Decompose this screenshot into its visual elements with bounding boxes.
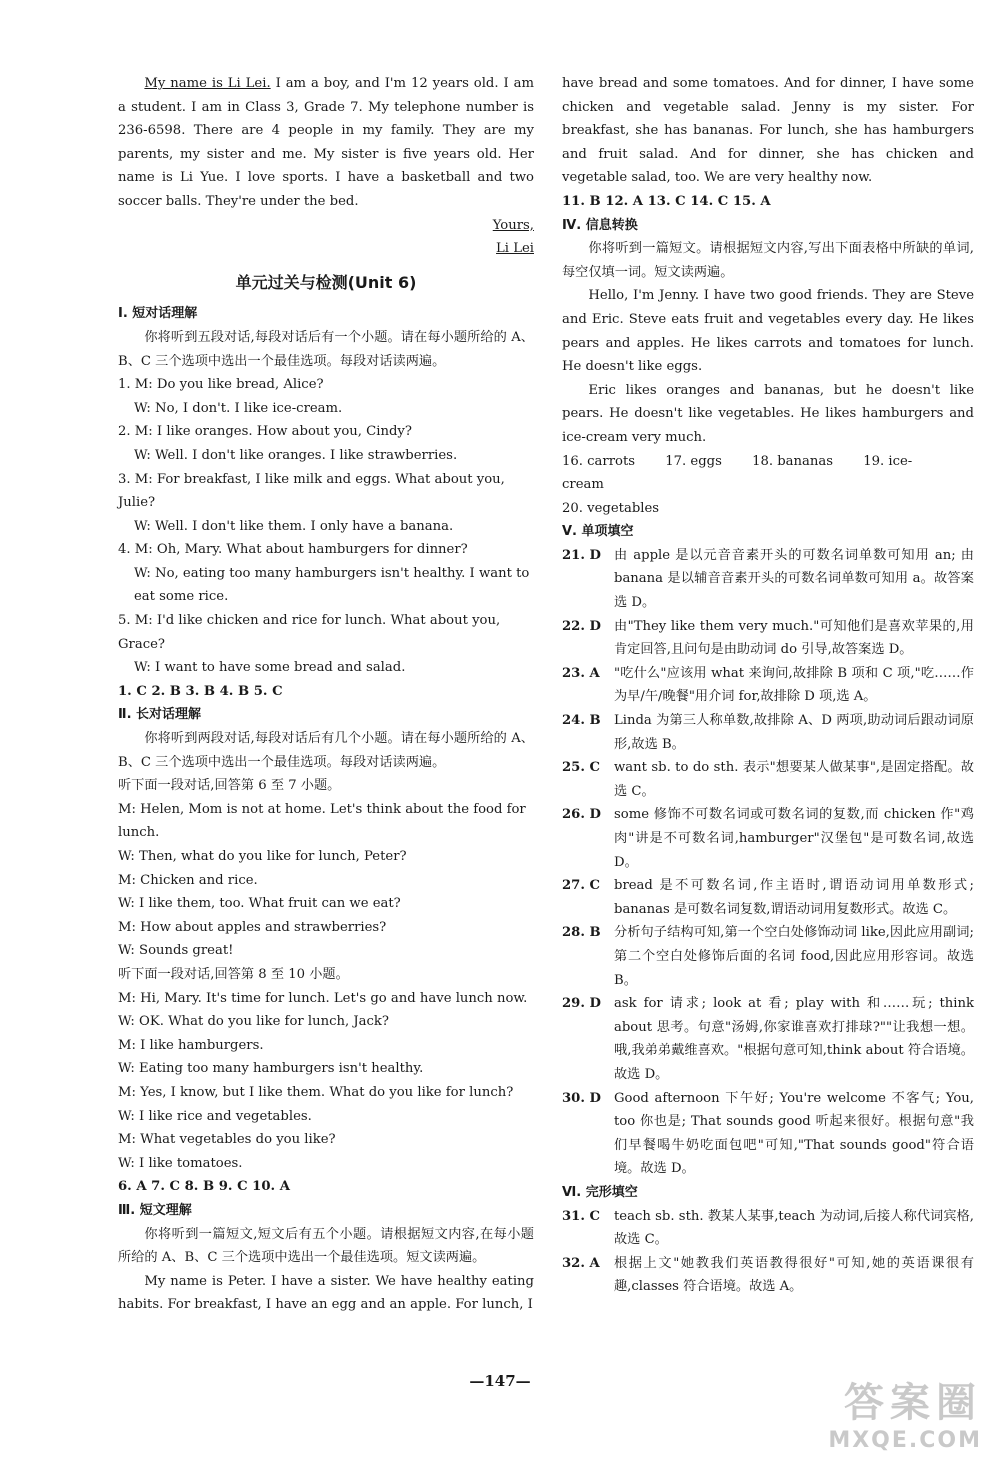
letter-closing: Yours,: [492, 217, 534, 233]
dialog-line: M: What vegetables do you like?: [118, 1132, 336, 1148]
answer-item: 21. D 由 apple 是以元音音素开头的可数名词单数可知用 an; 由 banana 是以辅音音素开头的可数名词单数可知用 a。故答案选 D。: [562, 547, 974, 611]
section-5-items: [562, 544, 974, 1181]
answer-item: 29. D ask for 请求; look at 看; play with 和……玩; think about 思考。句意"汤姆,你家谁喜欢打排球?""让我想一想。哦,我弟弟戴维喜欢。"根据句意可知,think about 符合语境。故选 D。: [562, 996, 974, 1082]
section-2-intro-1: 听下面一段对话,回答第 6 至 7 小题。: [118, 778, 341, 794]
section-1-dialogues: [118, 373, 534, 680]
dialog-line: 2. M: I like oranges. How about you, Cindy?: [118, 424, 412, 440]
letter-signature: Li Lei: [496, 241, 534, 257]
dialog-line: 4. M: Oh, Mary. What about hamburgers for dinner?: [118, 542, 468, 558]
dialog-line: M: How about apples and strawberries?: [118, 919, 387, 935]
dialog-line: W: I like tomatoes.: [118, 1155, 243, 1171]
answer-20: 20. vegetables: [562, 500, 660, 516]
answer-item: 22. D 由"They like them very much."可知他们是喜欢苹果的,用肯定回答,且问句是由助动词 do 引导,故答案选 D。: [562, 618, 974, 658]
section-3-instructions: 你将听到一篇短文,短文后有五个小题。请根据短文内容,在每小题所给的 A、B、C 三个选项中选出一个最佳选项。短文读两遍。: [118, 1226, 534, 1266]
letter-paragraph: [118, 72, 534, 214]
section-4-passage-1: Hello, I'm Jenny. I have two good friends. They are Steve and Eric. Steve eats fruit and vegetables every day. He likes pears and apples. He likes carrots and tomatoes for lunch. He doesn't like eggs.: [562, 288, 974, 375]
answer-item: 24. B Linda 为第三人称单数,故排除 A、D 两项,助动词后跟动词原形,故选 B。: [562, 713, 974, 752]
section-3-passage-start: My name is Peter. I have a sister. We have healthy eating habits. For breakfast, I have an egg and an apple. For lunch, I: [118, 1273, 534, 1313]
dialog-line: W: Sounds great!: [118, 943, 234, 959]
answer-17: 17. eggs: [665, 453, 722, 469]
answer-item: 23. A "吃什么"应该用 what 来询问,故排除 B 项和 C 项,"吃……作为早/午/晚餐"用介词 for,故排除 D 项,选 A。: [562, 665, 974, 705]
section-2-answers: 6. A 7. C 8. B 9. C 10. A: [118, 1179, 290, 1195]
answer-item: 32. A 根据上文"她教我们英语教得很好"可知,她的英语课很有趣,classes 符合语境。故选 A。: [562, 1255, 974, 1295]
dialog-line: M: Chicken and rice.: [118, 872, 258, 888]
watermark-url: MXQE.COM: [828, 1428, 982, 1453]
watermark-logo: [828, 1371, 982, 1453]
section-4-title: Ⅳ. 信息转换: [562, 217, 638, 233]
answer-item: 28. B 分析句子结构可知,第一个空白处修饰动词 like,因此应用副词;第二个空白处修饰后面的名词 food,因此应用形容词。故选 B。: [562, 925, 974, 988]
dialog-line: M: I like hamburgers.: [118, 1037, 264, 1053]
dialog-line: W: Eating too many hamburgers isn't healthy.: [118, 1061, 424, 1077]
section-4-passage-2: Eric likes oranges and bananas, but he doesn't like pears. He doesn't like vegetables. He likes hamburgers and ice-cream very much.: [562, 382, 974, 445]
unit-title: 单元过关与检测(Unit 6): [235, 272, 417, 292]
dialog-line: W: No, I don't. I like ice-cream.: [134, 400, 343, 416]
dialog-line: W: I like rice and vegetables.: [118, 1108, 312, 1124]
section-3-title: Ⅲ. 短文理解: [118, 1202, 192, 1218]
section-6-title: Ⅵ. 完形填空: [562, 1184, 638, 1200]
page-number: —147—: [469, 1372, 531, 1390]
section-2-intro-2: 听下面一段对话,回答第 8 至 10 小题。: [118, 966, 349, 982]
answer-item: 31. C teach sb. sth. 教某人某事,teach 为动词,后接人称代词宾格,故选 C。: [562, 1208, 974, 1248]
letter-body: I am a boy, and I'm 12 years old. I am a student. I am in Class 3, Grade 7. My telephone number is 236-6598. There are 4 people in my family. They are my parents, my sister and me. My sister is five years old. Her name is Li Yue. I love sports. I have a basketball and two soccer balls. They're under the bed.: [118, 76, 534, 209]
dialog-line: W: OK. What do you like for lunch, Jack?: [118, 1014, 389, 1030]
left-column: [118, 72, 534, 1317]
section-4-answers: [562, 450, 974, 497]
answer-item: 26. D some 修饰不可数名词或可数名词的复数,而 chicken 作"鸡肉"讲是不可数名词,hamburger"汉堡包"是可数名词,故选 D。: [562, 807, 974, 870]
section-3-answers: 11. B 12. A 13. C 14. C 15. A: [562, 193, 771, 209]
letter-opening: My name is Li Lei.: [144, 76, 271, 91]
dialog-line: W: No, eating too many hamburgers isn't healthy. I want to eat some rice.: [134, 565, 530, 605]
dialog-line: W: Well. I don't like them. I only have a banana.: [134, 518, 454, 534]
dialog-line: W: I like them, too. What fruit can we eat?: [118, 896, 401, 912]
dialog-line: 1. M: Do you like bread, Alice?: [118, 377, 324, 393]
section-2-title: Ⅱ. 长对话理解: [118, 707, 202, 723]
answer-16: 16. carrots: [562, 453, 636, 469]
dialog-line: M: Yes, I know, but I like them. What do you like for lunch?: [118, 1084, 514, 1100]
answer-18: 18. bananas: [752, 453, 834, 469]
section-2-instructions: 你将听到两段对话,每段对话后有几个小题。请在每小题所给的 A、B、C 三个选项中选出一个最佳选项。每段对话读两遍。: [118, 731, 534, 770]
dialog-line: W: Well. I don't like oranges. I like strawberries.: [134, 447, 458, 463]
section-5-title: Ⅴ. 单项填空: [562, 524, 634, 540]
section-3-passage-continued: have bread and some tomatoes. And for dinner, I have some chicken and vegetable salad. Jenny is my sister. For breakfast, she has bananas. For lunch, she has hamburgers and fruit salad. And for dinner, she has chicken and vegetable salad, too. We are very healthy now.: [562, 76, 974, 186]
section-1-answers: 1. C 2. B 3. B 4. B 5. C: [118, 683, 283, 699]
answer-item: 25. C want sb. to do sth. 表示"想要某人做某事",是固定搭配。故选 C。: [562, 760, 974, 799]
dialog-line: W: I want to have some bread and salad.: [134, 660, 406, 676]
dialog-line: M: Hi, Mary. It's time for lunch. Let's go and have lunch now.: [118, 990, 528, 1006]
answer-item: 27. C bread 是不可数名词,作主语时,谓语动词用单数形式; bananas 是可数名词复数,谓语动词用复数形式。故选 C。: [562, 878, 974, 917]
dialog-line: 5. M: I'd like chicken and rice for lunch. What about you, Grace?: [118, 613, 501, 652]
section-1-title: Ⅰ. 短对话理解: [118, 306, 198, 322]
dialog-line: 3. M: For breakfast, I like milk and eggs. What about you, Julie?: [118, 471, 505, 511]
dialog-line: M: Helen, Mom is not at home. Let's think about the food for lunch.: [118, 801, 526, 841]
section-4-instructions: 你将听到一篇短文。请根据短文内容,写出下面表格中所缺的单词,每空仅填一词。短文读两遍。: [562, 241, 974, 280]
watermark-title: 答案圈: [844, 1380, 982, 1426]
section-1-instructions: 你将听到五段对话,每段对话后有一个小题。请在每小题所给的 A、B、C 三个选项中选出一个最佳选项。每段对话读两遍。: [118, 329, 534, 369]
section-6-items: [562, 1205, 974, 1299]
answer-19: 19. ice-cream: [562, 453, 913, 493]
answer-item: 30. D Good afternoon 下午好; You're welcome 不客气; You, too 你也是; That sounds good 听起来很好。根据句意"我们早餐喝牛奶吃面包吧"可知,"That sounds good"符合语境。故选 D。: [562, 1090, 974, 1177]
dialog-line: W: Then, what do you like for lunch, Peter?: [118, 849, 407, 864]
right-column: [562, 72, 974, 1299]
